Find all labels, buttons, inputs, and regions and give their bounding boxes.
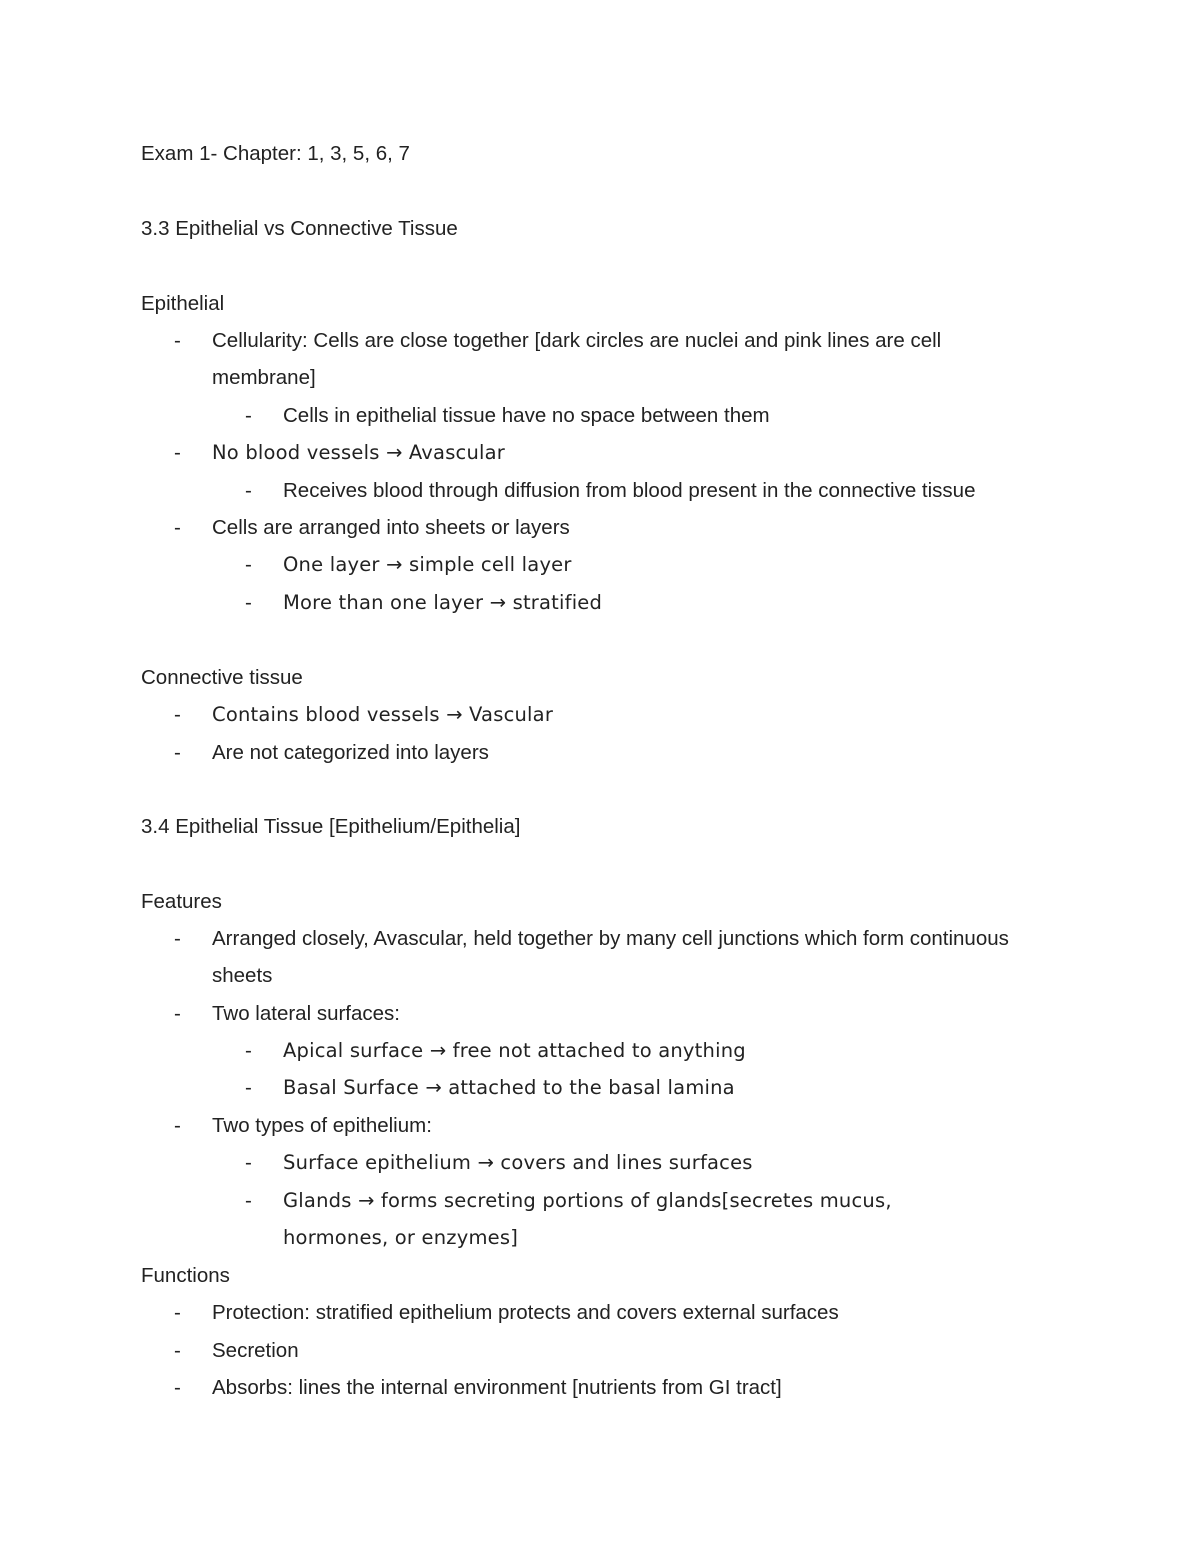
sub-list-item: One layer → simple cell layer bbox=[283, 553, 572, 576]
list-item: Absorbs: lines the internal environment [nutrients from GI tract] bbox=[212, 1376, 782, 1399]
bullet-dash: - bbox=[174, 1376, 181, 1399]
features-label: Features bbox=[141, 890, 222, 913]
bullet-dash: - bbox=[245, 1151, 252, 1174]
list-item: Two types of epithelium: bbox=[212, 1114, 432, 1137]
document-heading: Exam 1- Chapter: 1, 3, 5, 6, 7 bbox=[141, 142, 410, 165]
bullet-dash: - bbox=[174, 329, 181, 352]
list-item: Two lateral surfaces: bbox=[212, 1002, 400, 1025]
bullet-dash: - bbox=[245, 404, 252, 427]
bullet-dash: - bbox=[174, 927, 181, 950]
bullet-dash: - bbox=[174, 1301, 181, 1324]
list-item: Arranged closely, Avascular, held together by many cell junctions which form continuous bbox=[212, 927, 1009, 950]
list-item: Contains blood vessels → Vascular bbox=[212, 703, 554, 726]
sub-list-item-continuation: hormones, or enzymes] bbox=[283, 1226, 519, 1249]
bullet-dash: - bbox=[245, 591, 252, 614]
sub-list-item: Basal Surface → attached to the basal lamina bbox=[283, 1076, 735, 1099]
list-item: No blood vessels → Avascular bbox=[212, 441, 506, 464]
list-item: Protection: stratified epithelium protects and covers external surfaces bbox=[212, 1301, 839, 1324]
section-title-3-4: 3.4 Epithelial Tissue [Epithelium/Epithelia] bbox=[141, 815, 521, 838]
bullet-dash: - bbox=[174, 741, 181, 764]
section-title-3-3: 3.3 Epithelial vs Connective Tissue bbox=[141, 217, 458, 240]
sub-list-item: Receives blood through diffusion from blood present in the connective tissue bbox=[283, 479, 976, 502]
bullet-dash: - bbox=[174, 516, 181, 539]
bullet-dash: - bbox=[174, 1002, 181, 1025]
connective-tissue-label: Connective tissue bbox=[141, 666, 303, 689]
epithelial-label: Epithelial bbox=[141, 292, 225, 315]
bullet-dash: - bbox=[174, 1339, 181, 1362]
bullet-dash: - bbox=[245, 1189, 252, 1212]
bullet-dash: - bbox=[245, 553, 252, 576]
functions-label: Functions bbox=[141, 1264, 230, 1287]
sub-list-item: Apical surface → free not attached to anything bbox=[283, 1039, 746, 1062]
list-item: Are not categorized into layers bbox=[212, 741, 489, 764]
bullet-dash: - bbox=[174, 441, 181, 464]
list-item-continuation: sheets bbox=[212, 964, 273, 987]
sub-list-item: Surface epithelium → covers and lines surfaces bbox=[283, 1151, 753, 1174]
sub-list-item: More than one layer → stratified bbox=[283, 591, 603, 614]
sub-list-item: Cells in epithelial tissue have no space between them bbox=[283, 404, 770, 427]
bullet-dash: - bbox=[245, 1076, 252, 1099]
sub-list-item: Glands → forms secreting portions of glands[secretes mucus, bbox=[283, 1189, 892, 1212]
list-item: Secretion bbox=[212, 1339, 299, 1362]
list-item: Cellularity: Cells are close together [dark circles are nuclei and pink lines are cell bbox=[212, 329, 942, 352]
list-item: Cells are arranged into sheets or layers bbox=[212, 516, 570, 539]
bullet-dash: - bbox=[174, 703, 181, 726]
bullet-dash: - bbox=[245, 1039, 252, 1062]
bullet-dash: - bbox=[245, 479, 252, 502]
bullet-dash: - bbox=[174, 1114, 181, 1137]
list-item-continuation: membrane] bbox=[212, 366, 316, 389]
